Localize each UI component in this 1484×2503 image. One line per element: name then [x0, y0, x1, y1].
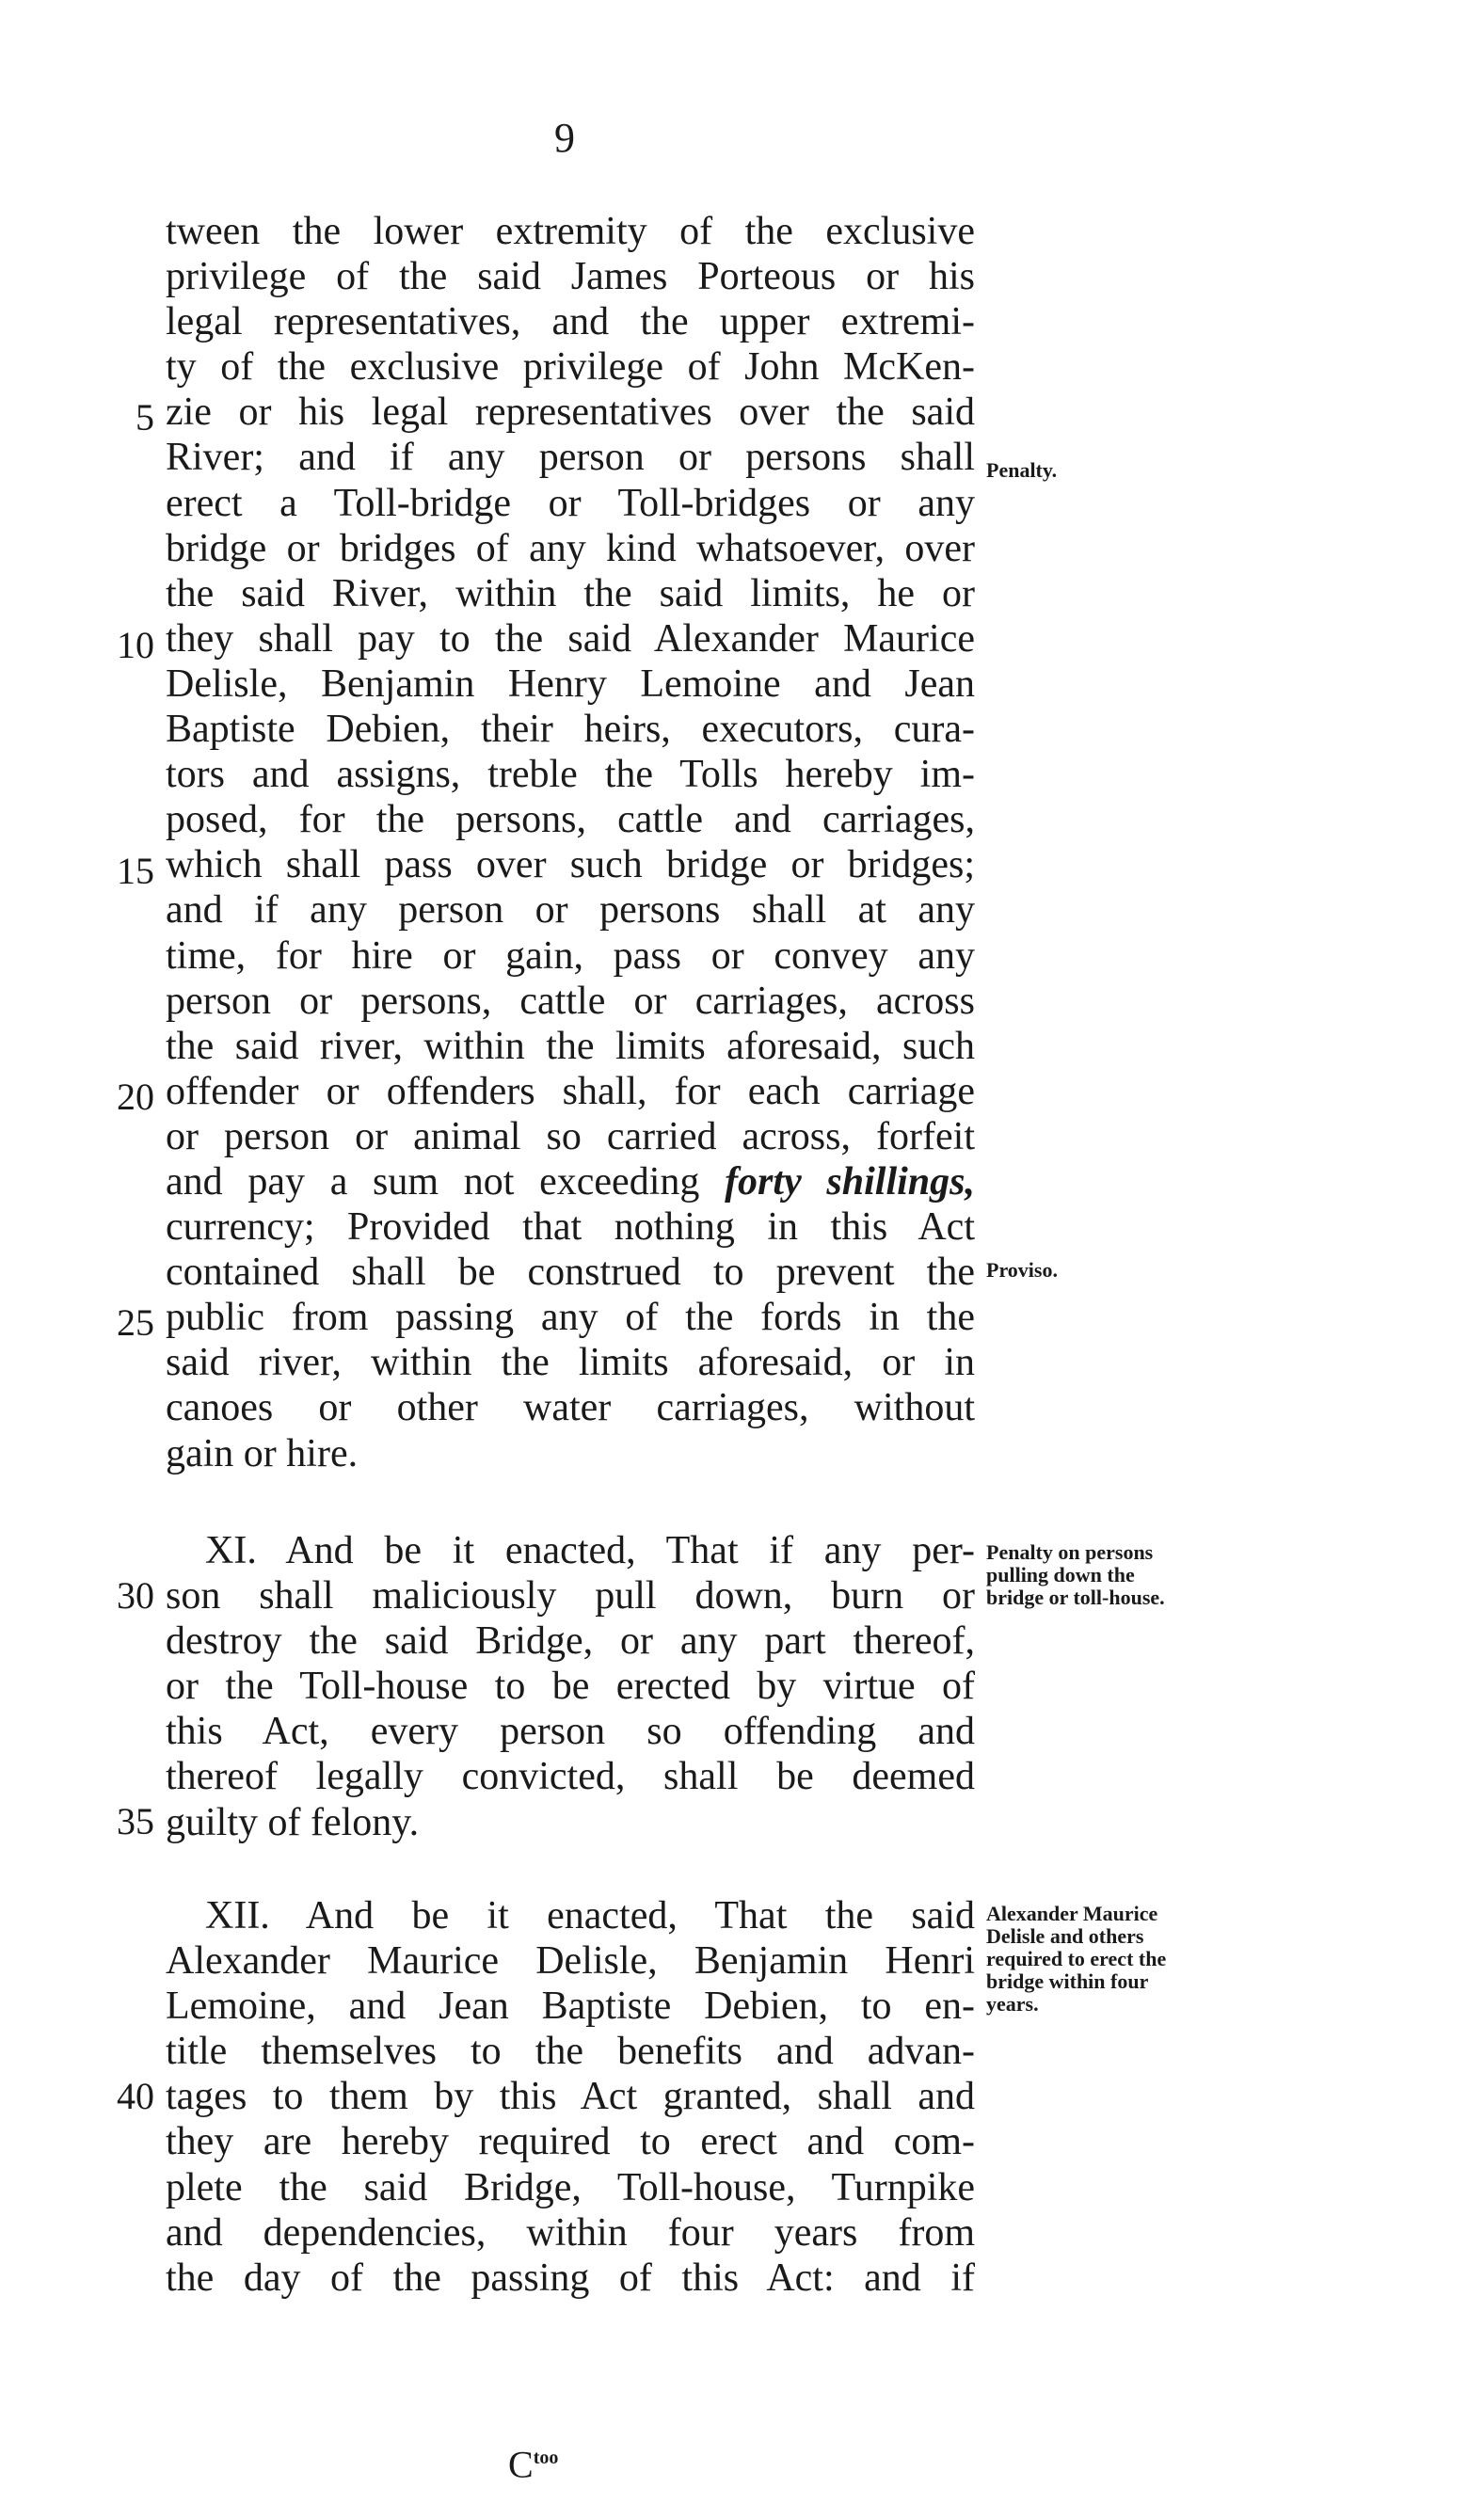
text-line: or person or animal so carried across, forfeit — [166, 1114, 975, 1158]
text-line: Baptiste Debien, their heirs, executors, cura- — [166, 708, 975, 752]
text-line: erect a Toll-bridge or Toll-bridges or any — [166, 481, 975, 525]
line-number: 25 — [117, 1301, 154, 1344]
marginal-note-penalty-on-persons: Penalty on persons pulling down the bridge or toll-house. — [986, 1540, 1165, 1609]
line-number: 35 — [117, 1800, 154, 1842]
text-line: legal representatives, and the upper extremi- — [166, 300, 975, 344]
text-line: XI. And be it enacted, That if any per- — [205, 1529, 975, 1572]
text-line: said river, within the limits aforesaid, or in — [166, 1341, 975, 1385]
text-line: Lemoine, and Jean Baptiste Debien, to en- — [166, 1985, 975, 2029]
text-line: gain or hire. — [166, 1431, 359, 1475]
text-line: public from passing any of the fords in the — [166, 1296, 975, 1340]
text-line: thereof legally convicted, shall be deemed — [166, 1755, 975, 1799]
text-line: ty of the exclusive privilege of John McKen- — [166, 345, 975, 390]
text-line: posed, for the persons, cattle and carriages, — [166, 798, 975, 842]
text-segment: and pay a sum not exceeding — [166, 1159, 700, 1204]
text-line: tors and assigns, treble the Tolls hereby im- — [166, 753, 975, 797]
line-number: 5 — [136, 396, 154, 438]
text-line: XII. And be it enacted, That the said — [205, 1894, 975, 1937]
catch-word — [508, 2437, 558, 2485]
text-line: the said river, within the limits aforesaid, such — [166, 1024, 975, 1068]
line-number: 10 — [117, 624, 154, 666]
marginal-note-penalty: Penalty. — [986, 458, 1058, 482]
text-line: offender or offenders shall, for each carriage — [166, 1069, 975, 1113]
text-line: and dependencies, within four years from — [166, 2210, 975, 2255]
text-line: the day of the passing of this Act: and if — [166, 2256, 975, 2300]
text-line: River; and if any person or persons shall — [166, 436, 975, 480]
text-line: the said River, within the said limits, he or — [166, 571, 975, 615]
text-line: zie or his legal representatives over the said — [166, 391, 975, 435]
text-line: title themselves to the benefits and advan- — [166, 2030, 975, 2074]
paragraph-continuation — [166, 209, 975, 1476]
text-line: time, for hire or gain, pass or convey any — [166, 933, 975, 978]
text-line: privilege of the said James Porteous or his — [166, 255, 975, 299]
text-line: Delisle, Benjamin Henry Lemoine and Jean — [166, 662, 975, 706]
text-line: contained shall be construed to prevent the — [166, 1251, 975, 1295]
text-line: bridge or bridges of any kind whatsoever, over — [166, 526, 975, 570]
text-line: guilty of felony. — [166, 1800, 420, 1844]
catch-word-letter: C — [508, 2443, 534, 2486]
marginal-note-proviso: Proviso. — [986, 1258, 1058, 1282]
text-line: they are hereby required to erect and com- — [166, 2120, 975, 2164]
text-line: tages to them by this Act granted, shall and — [166, 2075, 975, 2119]
page-number: 9 — [554, 115, 575, 161]
text-line: son shall maliciously pull down, burn or — [166, 1574, 975, 1618]
text-line: plete the said Bridge, Toll-house, Turnpike — [166, 2165, 975, 2209]
text-line: they shall pay to the said Alexander Maurice — [166, 616, 975, 661]
text-line: this Act, every person so offending and — [166, 1710, 975, 1754]
text-line: tween the lower extremity of the exclusive — [166, 210, 975, 253]
line-number: 15 — [117, 850, 154, 892]
italic-phrase: forty shillings, — [725, 1159, 975, 1204]
text-line-with-italic — [166, 1159, 975, 1204]
line-number: 30 — [117, 1574, 154, 1617]
section-xii — [166, 1893, 975, 2301]
text-line: Alexander Maurice Delisle, Benjamin Henri — [166, 1939, 975, 1984]
text-line: and if any person or persons shall at any — [166, 888, 975, 933]
text-line: currency; Provided that nothing in this Act — [166, 1205, 975, 1250]
text-line: or the Toll-house to be erected by virtue of — [166, 1665, 975, 1709]
catch-word-sup: too — [533, 2447, 559, 2468]
text-line: destroy the said Bridge, or any part thereof, — [166, 1619, 975, 1664]
text-line: person or persons, cattle or carriages, across — [166, 979, 975, 1023]
marginal-note-required-to-erect: Alexander Maurice Delisle and others required to erect the bridge within four years. — [986, 1902, 1167, 2016]
line-number: 20 — [117, 1076, 154, 1118]
text-line: which shall pass over such bridge or bridges; — [166, 843, 975, 887]
line-number: 40 — [117, 2075, 154, 2117]
text-line: canoes or other water carriages, without — [166, 1386, 975, 1430]
section-xi — [166, 1528, 975, 1845]
